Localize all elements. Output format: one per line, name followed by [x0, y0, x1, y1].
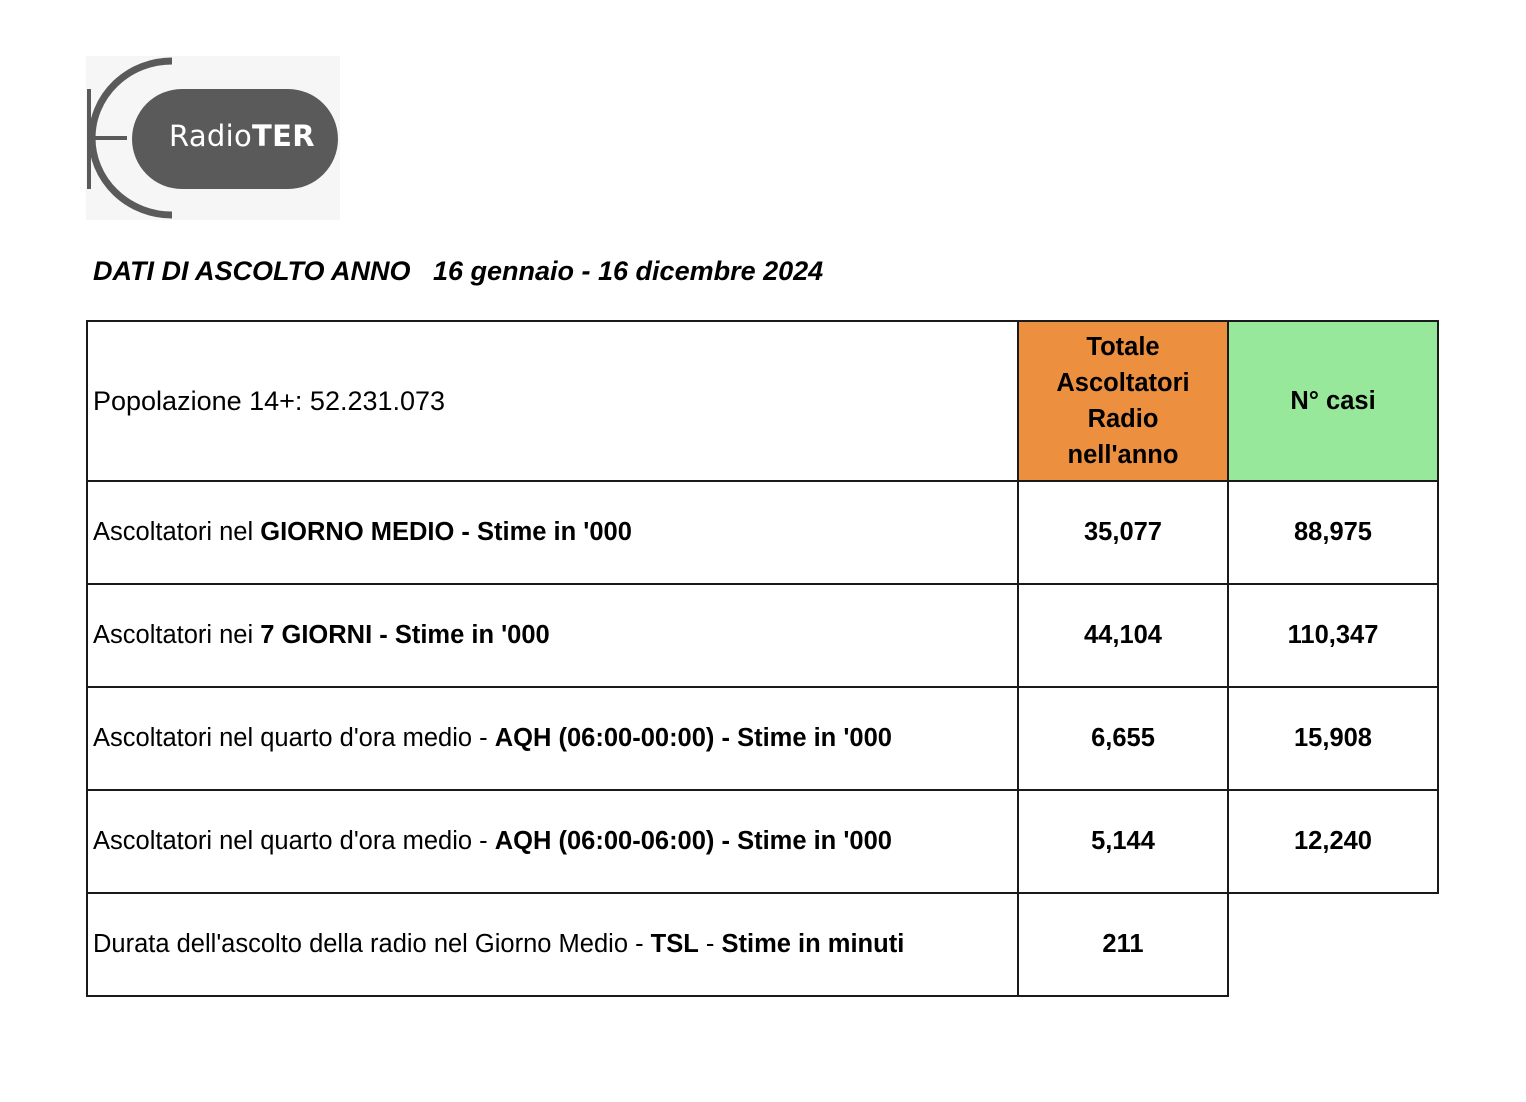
row-label-regular: Ascoltatori nei: [93, 621, 261, 649]
header-totale-ascoltatori: [1018, 321, 1228, 481]
row-totale-value: 211: [1018, 893, 1228, 996]
table-header-row: [87, 321, 1438, 481]
row-casi-value: 12,240: [1228, 790, 1438, 893]
row-label-regular: Ascoltatori nel quarto d'ora medio -: [93, 724, 495, 752]
row-totale-value: 5,144: [1018, 790, 1228, 893]
logo-text-regular: Radio: [169, 119, 252, 153]
row-casi-empty: [1228, 893, 1438, 996]
row-label-bold: Stime in minuti: [721, 930, 905, 958]
document-title: DATI DI ASCOLTO ANNO 16 gennaio - 16 dicembre 2024: [93, 256, 824, 286]
logo-text-bold: TER: [252, 119, 315, 153]
row-label: [87, 584, 1018, 687]
row-label-bold: GIORNO MEDIO - Stime in '000: [260, 518, 632, 546]
row-totale-value: 35,077: [1018, 481, 1228, 584]
table-row: [87, 893, 1438, 996]
table-row: [87, 790, 1438, 893]
table-row: [87, 687, 1438, 790]
header-totale-line: Radio: [1087, 405, 1159, 433]
row-casi-value: 110,347: [1228, 584, 1438, 687]
row-label-bold: AQH (06:00-00:00) - Stime in '000: [494, 724, 892, 752]
row-label-bold: TSL: [650, 930, 699, 958]
population-label: Popolazione 14+: 52.231.073: [87, 321, 1018, 481]
header-totale-line: Ascoltatori: [1056, 369, 1190, 397]
row-label-separator: -: [698, 930, 722, 958]
row-label-bold: 7 GIORNI - Stime in '000: [260, 621, 550, 649]
listening-data-table: [86, 320, 1439, 997]
row-label-regular: Ascoltatori nel: [93, 518, 261, 546]
header-n-casi: N° casi: [1228, 321, 1438, 481]
table-row: [87, 481, 1438, 584]
row-totale-value: 6,655: [1018, 687, 1228, 790]
row-casi-value: 15,908: [1228, 687, 1438, 790]
row-label: [87, 481, 1018, 584]
row-totale-value: 44,104: [1018, 584, 1228, 687]
header-totale-line: nell'anno: [1067, 441, 1179, 469]
row-label-regular: Ascoltatori nel quarto d'ora medio -: [93, 827, 495, 855]
row-label-regular: Durata dell'ascolto della radio nel Giorno Medio -: [93, 930, 651, 958]
table-row: [87, 584, 1438, 687]
row-label: [87, 790, 1018, 893]
row-casi-value: 88,975: [1228, 481, 1438, 584]
row-label-bold: AQH (06:00-06:00) - Stime in '000: [494, 827, 892, 855]
logo-wordmark: [169, 119, 315, 153]
row-label: [87, 687, 1018, 790]
row-label: [87, 893, 1018, 996]
header-totale-line: Totale: [1086, 333, 1160, 361]
